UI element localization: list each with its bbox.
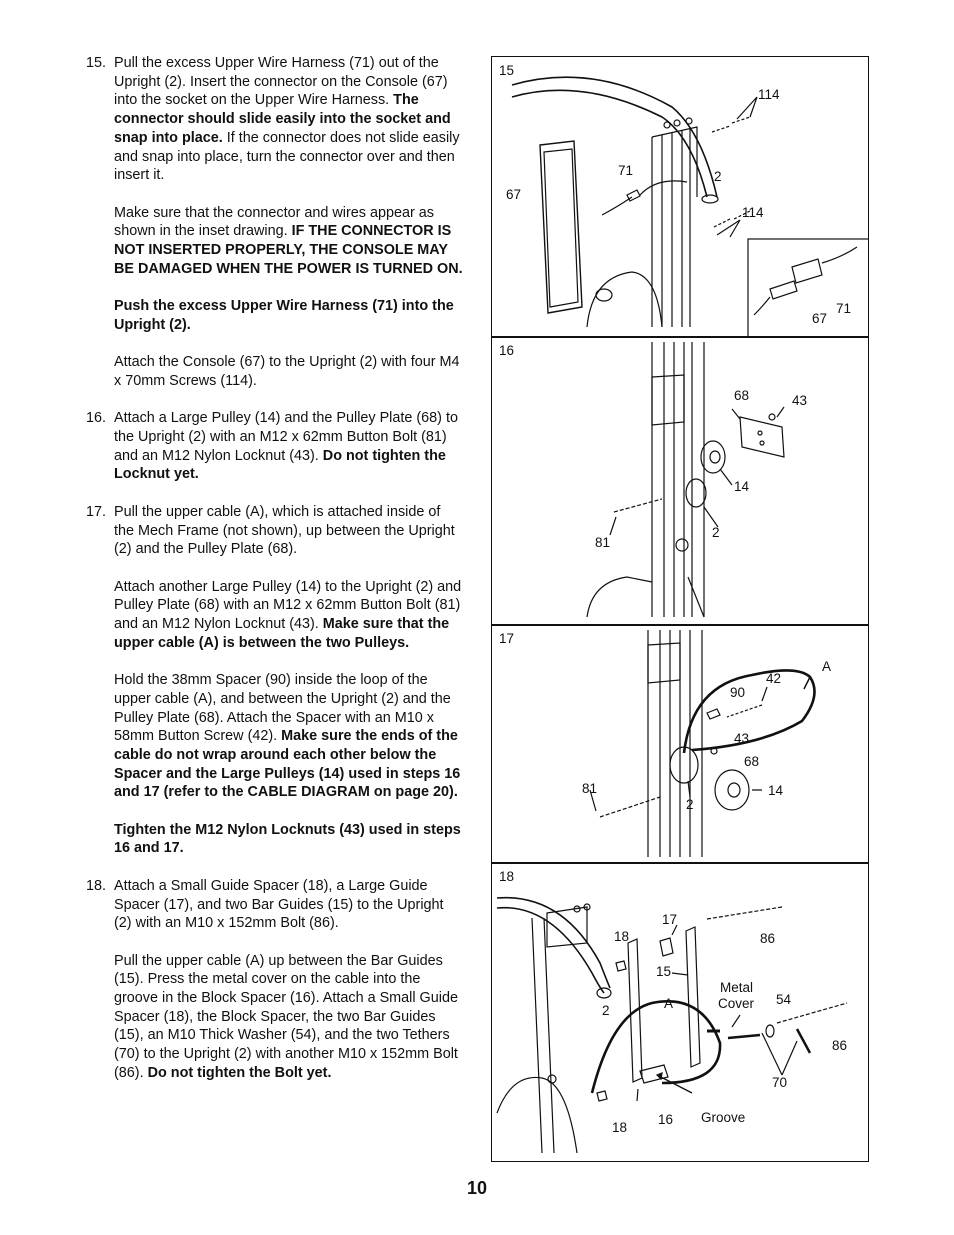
bold-text: Push the excess Upper Wire Harness (71) into the Upright (2). (114, 298, 454, 333)
inset-label-71: 71 (836, 301, 852, 316)
inset-label-67: 67 (812, 311, 828, 326)
step-paragraph (114, 578, 464, 653)
bold-text: The connector should slide easily into the socket and snap into place. (114, 92, 451, 146)
text-run: If the connector does not slide easily and snap into place, turn the connector over and then insert it. (114, 129, 460, 184)
step-paragraph (114, 204, 464, 279)
step-number: 15. (86, 55, 107, 71)
step (86, 503, 464, 858)
label-68: 68 (734, 388, 750, 403)
label-90: 90 (730, 685, 746, 700)
text-run: Attach the Console (67) to the Upright (2) with four M4 x 70mm Screws (114). (114, 354, 460, 389)
figure-number: 18 (499, 869, 515, 884)
step-paragraph (114, 409, 464, 484)
step-paragraph (114, 952, 464, 1083)
label-18: 18 (612, 1120, 628, 1135)
page-number: 10 (466, 1178, 488, 1198)
label-metal: Metal (720, 980, 754, 995)
label-18: 18 (614, 929, 630, 944)
label-A: A (822, 659, 832, 674)
step (86, 54, 464, 391)
bold-text: Make sure that the upper cable (A) is between the two Pulleys. (114, 616, 450, 651)
label-71: 71 (618, 163, 634, 178)
label-42: 42 (766, 671, 782, 686)
text-run: Attach another Large Pulley (14) to the Upright (2) and Pulley Plate (68) with an M12 x 62mm Button Bolt (81) and an M12 Nylon Locknut (43). (114, 578, 462, 632)
figure-18 (491, 862, 869, 1162)
label-43: 43 (734, 731, 750, 746)
label-17: 17 (662, 912, 678, 927)
label-114: 114 (742, 205, 764, 220)
label-114: 114 (758, 87, 780, 102)
label-81: 81 (595, 535, 611, 550)
label-14: 14 (768, 783, 784, 798)
text-run: Attach a Small Guide Spacer (18), a Large Guide Spacer (17), and two Bar Guides (15) to the Upright (2) with an M10 x 152mm Bolt (86). (114, 877, 444, 932)
figure-15-drawing (492, 57, 869, 338)
instruction-column (86, 54, 464, 1101)
figure-number: 17 (499, 631, 515, 646)
label-86: 86 (832, 1038, 848, 1053)
step-number: 16. (86, 410, 107, 427)
bold-text: IF THE CONNECTOR IS NOT INSERTED PROPERLY, THE CONSOLE MAY BE DAMAGED WHEN THE POWER IS TURNED ON. (114, 223, 463, 277)
figure-18-drawing (492, 863, 869, 1162)
figure-number: 15 (499, 63, 515, 78)
label-43: 43 (792, 393, 808, 408)
figure-17 (491, 624, 869, 864)
text-run: Pull the excess Upper Wire Harness (71) out of the Upright (2). Insert the connector on the Console (67) into the socket on the Upper Wire Harness. (114, 55, 448, 109)
text-run: Hold the 38mm Spacer (90) inside the loop of the upper cable (A), and between the Upright (2) and the Pulley Plate (68). Attach the Spacer with an M10 x 58mm Button Screw (42). (114, 672, 451, 745)
label-2: 2 (714, 169, 722, 184)
step-number: 18. (86, 877, 107, 894)
figure-number: 16 (499, 343, 515, 358)
label-15: 15 (656, 964, 672, 979)
label-86: 86 (760, 931, 776, 946)
step-paragraph (114, 54, 464, 185)
label-cover: Cover (718, 996, 755, 1011)
step-paragraph (114, 821, 464, 858)
step-paragraph (114, 353, 464, 390)
step (86, 877, 464, 1083)
step-paragraph (114, 671, 464, 802)
step (86, 409, 464, 484)
label-2: 2 (686, 797, 694, 812)
figure-16-drawing (492, 337, 869, 626)
label-14: 14 (734, 479, 750, 494)
label-16: 16 (658, 1112, 674, 1127)
step-paragraph (114, 877, 464, 933)
label-A: A (664, 996, 674, 1011)
step-number: 17. (86, 503, 107, 520)
label-67: 67 (506, 187, 522, 202)
label-81: 81 (582, 781, 598, 796)
step-paragraph (114, 503, 464, 559)
bold-text: Tighten the M12 Nylon Locknuts (43) used in steps 16 and 17. (114, 821, 461, 857)
bold-text: Do not tighten the Bolt yet. (147, 1064, 332, 1081)
bold-text: Do not tighten the Locknut yet. (114, 447, 446, 483)
text-run: Attach a Large Pulley (14) and the Pulley Plate (68) to the Upright (2) with an M12 x 62mm Button Bolt (81) and an M12 Nylon Locknut (43). (114, 410, 458, 464)
label-54: 54 (776, 992, 792, 1007)
text-run: Pull the upper cable (A), which is attached inside of the Mech Frame (not shown), up between the Upright (2) and the Pulley Plate (68). (114, 503, 455, 558)
figure-15 (491, 56, 869, 338)
label-groove: Groove (701, 1110, 746, 1125)
bold-text: Make sure the ends of the cable do not wrap around each other below the Spacer and the Large Pulleys (14) used in steps 16 and 17 (refer to the CABLE DIAGRAM on page 20). (114, 728, 461, 801)
text-run: Pull the upper cable (A) up between the Bar Guides (15). Press the metal cover on the cable into the groove in the Block Spacer (16). Attach a Small Guide Spacer (18), the Block Spacer, the two Bar Guides (15), an M10 Thick Washer (54), and the two Tethers (70) to the Upright (2) with another M10 x 152mm Bolt (86). (114, 952, 458, 1081)
label-68: 68 (744, 754, 760, 769)
label-2: 2 (602, 1003, 610, 1018)
figure-17-drawing (492, 625, 869, 864)
label-2: 2 (712, 525, 720, 540)
text-run: Make sure that the connector and wires appear as shown in the inset drawing. (114, 204, 434, 240)
step-paragraph (114, 297, 464, 334)
figure-16 (491, 336, 869, 626)
label-70: 70 (772, 1075, 788, 1090)
